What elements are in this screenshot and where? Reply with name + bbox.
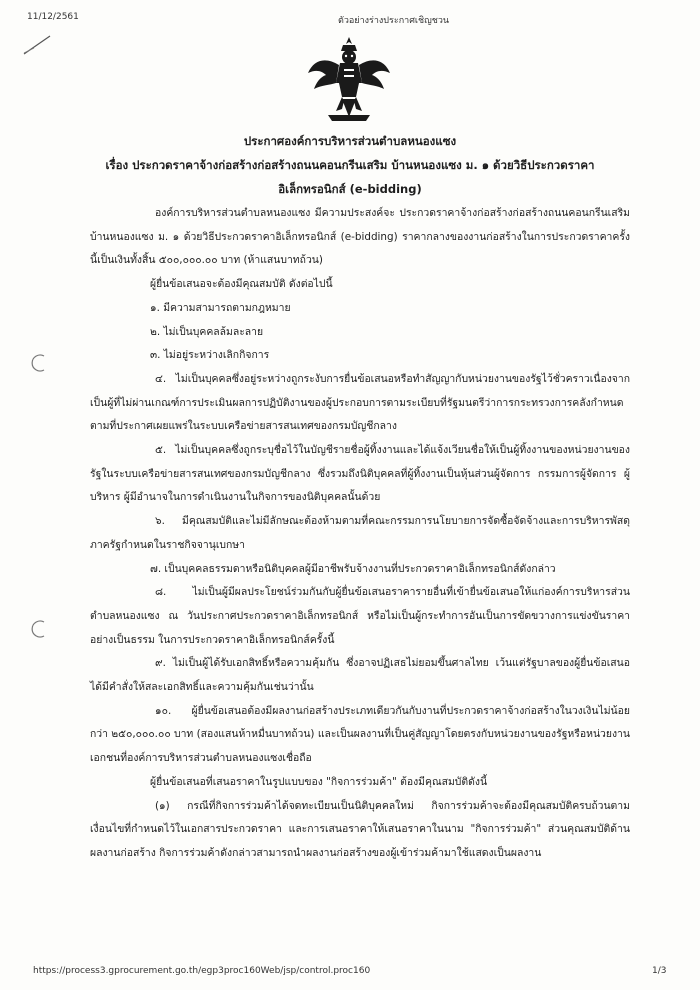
title-line-3: อิเล็กทรอนิกส์ (e-bidding) <box>278 182 422 196</box>
draft-note: ตัวอย่างร่างประกาศเชิญชวน <box>338 16 450 26</box>
qualification-item: ๔. ไม่เป็นบุคคลซึ่งอยู่ระหว่างถูกระงับการยื่นข้อเสนอหรือทำสัญญากับหน่วยงานของรัฐไว้ชั่วคราวเนื่องจากเป็นผู้ที่ไม่ผ่านเกณฑ์การประเมินผลการปฏิบัติงานของผู้ประกอบการตามระเบียบที่รัฐมนตรีว่าการกระทรวงการคลังกำหนดตามที่ประกาศเผยแพร่ในระบบเครือข่ายสารสนเทศของกรมบัญชีกลาง <box>90 372 630 433</box>
punch-hole-mark <box>28 352 50 374</box>
garuda-emblem-icon <box>306 35 392 125</box>
qualification-item: ๕. ไม่เป็นบุคคลซึ่งถูกระบุชื่อไว้ในบัญชีรายชื่อผู้ทิ้งงานและได้แจ้งเวียนชื่อให้เป็นผู้ทิ้งงานของหน่วยงานของรัฐในระบบเครือข่ายสารสนเทศของกรมบัญชีกลาง ซึ่งรวมถึงนิติบุคคลที่ผู้ทิ้งงานเป็นหุ้นส่วนผู้จัดการ กรรมการผู้จัดการ ผู้บริหาร ผู้มีอำนาจในการดำเนินงานในกิจการของนิติบุคคลนั้นด้วย <box>90 444 630 504</box>
qualification-item: ๑๐. ผู้ยื่นข้อเสนอต้องมีผลงานก่อสร้างประเภทเดียวกันกับงานที่ประกวดราคาจ้างก่อสร้างในวงเงินไม่น้อยกว่า ๒๕๐,๐๐๐.๐๐ บาท (สองแสนห้าหมื่นบาทถ้วน) และเป็นผลงานที่เป็นคู่สัญญาโดยตรงกับหน่วยงานของรัฐหรือหน่วยงานเอกชนที่องค์การบริหารส่วนตำบลหนองแซงเชื่อถือ <box>90 704 630 765</box>
intro-paragraph: องค์การบริหารส่วนตำบลหนองแซง มีความประสงค์จะ ประกวดราคาจ้างก่อสร้างก่อสร้างถนนคอนกรีนเสริม บ้านหนองแซง ม. ๑ ด้วยวิธีประกวดราคาอิเล็กทรอนิกส์ (e-bidding) ราคากลางของงานก่อสร้างในการประกวดราคาครั้งนี้เป็นเงินทั้งสิ้น ๕๐๐,๐๐๐.๐๐ บาท (ห้าแสนบาทถ้วน) <box>90 207 630 267</box>
qualification-item: ๙. ไม่เป็นผู้ได้รับเอกสิทธิ์หรือความคุ้มกัน ซึ่งอาจปฏิเสธไม่ยอมขึ้นศาลไทย เว้นแต่รัฐบาลของผู้ยื่นข้อเสนอได้มีคำสั่งให้สละเอกสิทธิ์และความคุ้มกันเช่นว่านั้น <box>90 657 630 694</box>
punch-hole-mark <box>28 618 50 640</box>
joint-venture-item: (๑) กรณีที่กิจการร่วมค้าได้จดทะเบียนเป็นนิติบุคคลใหม่ กิจการร่วมค้าจะต้องมีคุณสมบัติครบถ้วนตามเงื่อนไขที่กำหนดไว้ในเอกสารประกวดราคา และการเสนอราคาให้เสนอราคาในนาม "กิจการร่วมค้า" ส่วนคุณสมบัติด้านผลงานก่อสร้าง กิจการร่วมค้าดังกล่าวสามารถนำผลงานก่อสร้างของผู้เข้าร่วมค้ามาใช้แสดงเป็นผลงาน <box>90 799 630 859</box>
qualification-item: ๓. ไม่อยู่ระหว่างเลิกกิจการ <box>150 349 270 362</box>
qualification-item: ๘. ไม่เป็นผู้มีผลประโยชน์ร่วมกันกับผู้ยื่นข้อเสนอราคารายอื่นที่เข้ายื่นข้อเสนอให้แก่องค์การบริหารส่วนตำบลหนองแซง ณ วันประกาศประกวดราคาอิเล็กทรอนิกส์ หรือไม่เป็นผู้กระทำการอันเป็นการขัดขวางการแข่งขันราคาอย่างเป็นธรรม ในการประกวดราคาอิเล็กทรอนิกส์ครั้งนี้ <box>90 586 630 646</box>
qualification-heading: ผู้ยื่นข้อเสนอจะต้องมีคุณสมบัติ ดังต่อไปนี้ <box>150 278 333 291</box>
qualification-item: ๒. ไม่เป็นบุคคลล้มละลาย <box>150 325 264 338</box>
qualification-item: ๑. มีความสามารถตามกฎหมาย <box>150 301 291 314</box>
qualification-item: ๗. เป็นบุคคลธรรมดาหรือนิติบุคคลผู้มีอาชีพรับจ้างงานที่ประกวดราคาอิเล็กทรอนิกส์ดังกล่าว <box>150 562 556 575</box>
page-number: 1/3 <box>652 966 667 976</box>
title-line-1: ประกาศองค์การบริหารส่วนตำบลหนองแซง <box>243 134 457 148</box>
title-line-2: เรื่อง ประกวดราคาจ้างก่อสร้างก่อสร้างถนนคอนกรีนเสริม บ้านหนองแซง ม. ๑ ด้วยวิธีประกวดราคา <box>105 158 595 172</box>
footer-url: https://process3.gprocurement.go.th/egp3proc160Web/jsp/control.proc160 <box>33 966 371 976</box>
joint-venture-heading: ผู้ยื่นข้อเสนอที่เสนอราคาในรูปแบบของ "กิจการร่วมค้า" ต้องมีคุณสมบัติดังนี้ <box>150 775 488 788</box>
qualification-item: ๖. มีคุณสมบัติและไม่มีลักษณะต้องห้ามตามที่คณะกรรมการนโยบายการจัดซื้อจัดจ้างและการบริหารพัสดุภาครัฐกำหนดในราชกิจจานุเบกษา <box>90 515 630 551</box>
print-date: 11/12/2561 <box>27 12 79 22</box>
pen-stroke-mark <box>22 34 52 56</box>
document-body <box>90 202 630 866</box>
